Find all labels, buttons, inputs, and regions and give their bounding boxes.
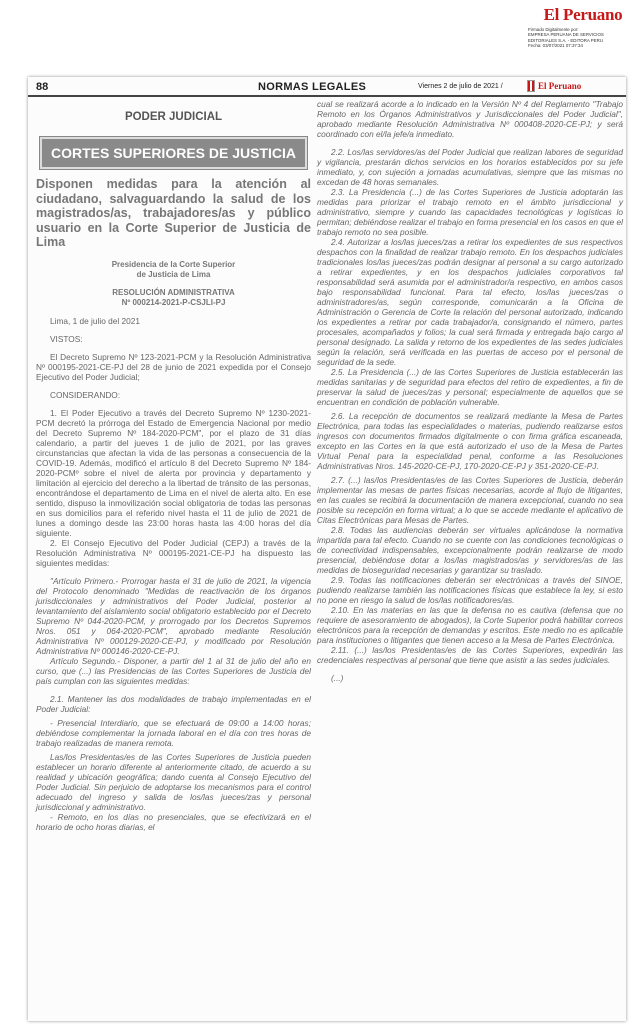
page-header <box>28 77 626 97</box>
measure-2-6: 2.6. La recepción de documentos se realizará mediante la Mesa de Partes Electrónica, para todas las especialidades o materias, pudiendo realizarse estos ingresos con documentos firmados digitalmente o con firma gráfica escaneada, excepto en las Cortes en la que está autorizado el uso de la Mesa de Partes Virtual Penal para la especialidad penal, conforme a las Resoluciones Administrativas Nros. 145-2020-CE-PJ, 170-2020-CE-PJ y 351-2020-CE-PJ. <box>317 411 623 471</box>
article-segundo: Artículo Segundo.- Disponer, a partir del 1 al 31 de julio del año en curso, que (...) las Presidencias de las Cortes Superiores de Justicia del país cumplan con las siguientes medidas: <box>36 655 311 686</box>
resolution-number: RESOLUCIÓN ADMINISTRATIVA Nº 000214-2021-P-CSJLI-PJ <box>112 287 235 307</box>
measure-remoto: - Remoto, en los días no presenciales, que se efectivizará en el horario de ocho horas diarias, el <box>36 811 311 832</box>
el-peruano-logo: El Peruano <box>543 5 623 24</box>
peru-flag-icon <box>527 80 535 92</box>
measure-2-10: 2.10. En las materias en las que la defensa no es cautiva (defensa que no requiere de asesoramiento de abogados), la Corte Superior podrá habilitar correos electrónicos para la recepción de demandas y escritos. Este medio no es aplicable para instituciones o litigantes que tienen acceso a la Mesa de Partes Electrónica. <box>317 605 623 645</box>
measure-2-7: 2.7. (...) las/los Presidentas/es de las Cortes Superiores de Justicia, deberán implementar las mesas de partes físicas necesarias, acorde al flujo de litigantes, en las cuales se recibirá la documentación de manera excepcional, cuando no sea posible su recepción en forma virtual; a lo que se accede mediante el aplicativo de Citas Electrónicas para Mesas de Partes. <box>317 475 623 525</box>
vistos-text: El Decreto Supremo Nº 123-2021-PCM y la Resolución Administrativa Nº 000195-2021-CE-PJ del 28 de junio de 2021 expedida por el Consejo Ejecutivo del Poder Judicial; <box>36 351 311 382</box>
issuing-body: Presidencia de la Corte Superior de Justicia de Lima <box>111 259 236 279</box>
measure-2-3: 2.3. La Presidencia (...) de las Cortes Superiores de Justicia adoptarán las medidas para priorizar el trabajo remoto en el ámbito jurisdiccional y administrativo, siempre y cuando las capacidades tecnológicas y logísticas lo permitan; debiéndose realizar el trabajo en forma presencial en los casos en que el trabajo remoto no sea posible. <box>317 187 623 237</box>
ellipsis: (...) <box>331 673 344 683</box>
right-column <box>317 99 623 683</box>
page-number: 88 <box>36 81 49 93</box>
vistos-heading: VISTOS: <box>50 333 83 344</box>
measure-remoto-continued: cual se realizará acorde a lo indicado en la Versión Nº 4 del Reglamento "Trabajo Remoto en los Órganos Administrativos y Jurisdiccionales del Poder Judicial", aprobado mediante Resolución Administrativa Nº 000408-2020-CE-PJ; y será coordinado con el/la jefe/a inmediato. <box>317 99 623 139</box>
article-primero: "Artículo Primero.- Prorrogar hasta el 31 de julio de 2021, la vigencia del Protocolo denominado "Medidas de reactivación de los órganos jurisdiccionales y administrativos del Poder Judicial, posterior al levantamiento del aislamiento social obligatorio establecido por el Decreto Supremo Nº 044-2020-PCM, y prorrogado por los Decretos Supremos Nros. 051 y 064-2020-PCM", aprobado mediante Resolución Administrativa Nº 000129-2020-CE-PJ, y modificado por Resolución Administrativa Nº 000146-2020-CE-PJ. <box>36 575 311 656</box>
measure-2-11: 2.11. (...) las/los Presidentas/es de las Cortes Superiores, expedirán las credenciales respectivas al personal que tiene que asistir a las sedes judiciales. <box>317 645 623 665</box>
issue-date: Viernes 2 de julio de 2021 / <box>418 83 503 90</box>
digital-signature-stamp <box>528 5 638 49</box>
paragraph-1: 1. El Poder Ejecutivo a través del Decreto Supremo Nº 1230-2021-PCM decretó la prórroga del Estado de Emergencia Nacional por medio del Decreto Supremo Nº 184-2020-PCM", por el plazo de 31 días calendario, a partir del jueves 1 de julio de 2021, por las graves circunstancias que afectan la vida de las personas a consecuencia de la COVID-19. Además, modificó el artículo 8 del Decreto Supremo Nº 184-2020-PCMº sobre el nivel de alerta por provincia y departamento y limitación al ejercicio del derecho a la libertad de tránsito de las personas, encontrándose el departamento de Lima en el nivel de alerta alto. En ese sentido, dispuso la inmovilización social obligatoria de todas las personas en sus domicilios para el referido nivel hasta el 11 de julio de 2021 de lunes a domingo desde las 23:00 horas hasta las 4:00 horas del día siguiente. <box>36 407 311 538</box>
considerando-heading: CONSIDERANDO: <box>50 389 121 400</box>
section-title: PODER JUDICIAL <box>124 111 223 123</box>
measure-presidencias: Las/los Presidentas/es de las Cortes Superiores de Justicia pueden establecer un horario diferente al anteriormente citado, de acuerdo a su realidad y ubicación geográfica; dando cuenta al Consejo Ejecutivo del Poder Judicial. Sin perjuicio de adoptarse los mecanismos para el control adecuado del ingreso y salida de los/las jueces/zas y personal jurisdiccional y administrativo. <box>36 751 311 812</box>
resolution-date: Lima, 1 de julio del 2021 <box>50 315 140 326</box>
category-banner: CORTES SUPERIORES DE JUSTICIA <box>40 137 307 169</box>
left-column <box>36 99 311 832</box>
article-headline: Disponen medidas para la atención al ciudadano, salvaguardando la salud de los magistrados/as, trabajadores/as y público usuario en la Corte Superior de Justicia de Lima <box>36 177 311 249</box>
measure-2-1: 2.1. Mantener las dos modalidades de trabajo implementadas en el Poder Judicial: <box>36 693 311 714</box>
measure-2-8: 2.8. Todas las audiencias deberán ser virtuales aplicándose la normativa impartida para tal efecto. Cuando no se cuente con las condiciones tecnológicas o de conectividad indispensables, excepcionalmente podrán realizarse de modo presencial, debiéndose dotar a los/las magistrados/as y servidores/as de las medidas de bioseguridad necesarias y garantizar su traslado. <box>317 525 623 575</box>
measure-2-4: 2.4. Autorizar a los/las jueces/zas a retirar los expedientes de sus respectivos despachos con la finalidad de realizar trabajo remoto. En los despachos judiciales tradicionales los/las jueces/zas podrán designar al personal a su cargo autorizado a retirar expedientes, y en los despachos judiciales corporativos tal responsabilidad será asumida por el administrador/a respectivo, en ambos casos bajo responsabilidad funcional. Para tal efecto, los/las jueces/zas o administradores/as, según corresponde, comunicarán a la Oficina de Administración o Gerencia de Corte la relación del personal autorizado, indicando los expedientes a retirar por cada trabajador/a, consignando el número, partes procesales, acompañados y folios; la cual será firmada y entregada bajo cargo al personal designado. La salida y retorno de los expedientes de las sedes judiciales según la relación, será verificada en las puertas de acceso por el personal de seguridad de la sede. <box>317 237 623 367</box>
measure-presencial: - Presencial Interdiario, que se efectuará de 09:00 a 14:00 horas; debiéndose complementar la jornada laboral en el día con tres horas de trabajo realizadas de manera remota. <box>36 717 311 748</box>
newspaper-page <box>28 77 626 1021</box>
paragraph-2: 2. El Consejo Ejecutivo del Poder Judicial (CEPJ) a través de la Resolución Administrativa Nº 000195-2021-CE-PJ ha dispuesto las siguientes medidas: <box>36 537 311 568</box>
measure-2-2: 2.2. Los/las servidores/as del Poder Judicial que realizan labores de seguridad y vigilancia, prestarán dichos servicios en los horarios establecidos por su jefe inmediato, y, con sujeción a jornadas acumulativas, siempre que las mismas no excedan de 48 horas semanales. <box>317 147 623 187</box>
page-title: NORMAS LEGALES <box>258 81 367 93</box>
measure-2-5: 2.5. La Presidencia (...) de las Cortes Superiores de Justicia establecerán las medidas sanitarias y de seguridad para efectos del retiro de expedientes, a fin de preservar la salud de jueces/zas y personal; especialmente de aquellos que se encuentran en condición de población vulnerable. <box>317 367 623 407</box>
signature-details: Firmado Digitalmente por: EMPRESA PERUANA DE SERVICIOS EDITORIALES S.A. - EDITORA PERU Fecha: 03/07/2021 07:37:34 <box>528 27 604 49</box>
brand-name: El Peruano <box>538 81 582 91</box>
measure-2-9: 2.9. Todas las notificaciones deberán ser electrónicas a través del SINOE, pudiendo realizarse también las notificaciones físicas que establece la ley, si esto no pone en riesgo la salud de los/las notificadores/as. <box>317 575 623 605</box>
